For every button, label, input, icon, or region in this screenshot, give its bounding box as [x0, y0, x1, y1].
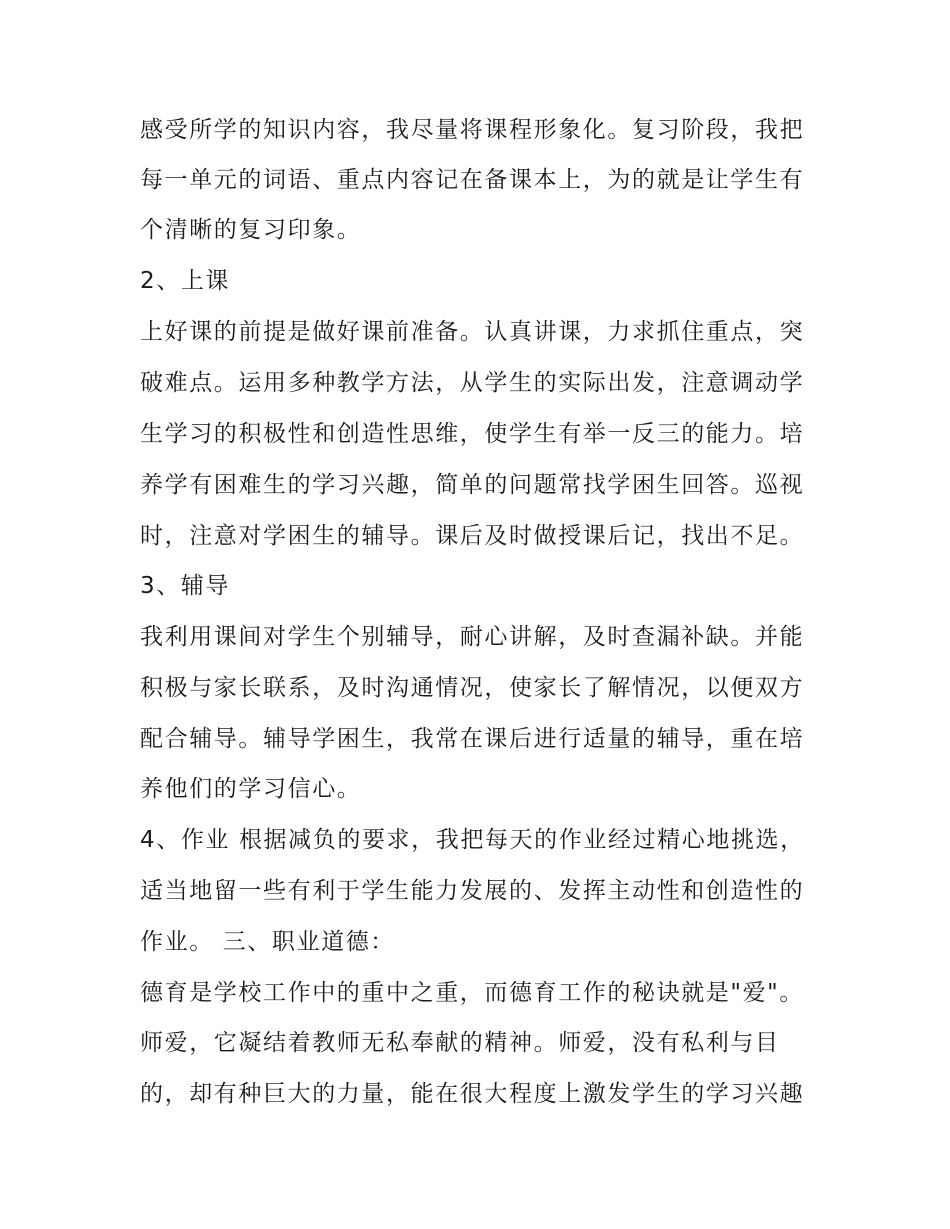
section-heading: 2、上课 [140, 268, 231, 294]
text-line: 我利用课间对学生个别辅导，耐心讲解，及时查漏补缺。并能 [140, 624, 805, 650]
text-line: 师爱，它凝结着教师无私奉献的精神。师爱，没有私利与目 [140, 1030, 780, 1056]
text-line: 每一单元的词语、重点内容记在备课本上，为的就是让学生有 [140, 167, 805, 193]
text-line: 配合辅导。辅导学困生，我常在课后进行适量的辅导，重在培 [140, 726, 805, 752]
text-line: 破难点。运用多种教学方法，从学生的实际出发，注意调动学 [140, 370, 805, 396]
text-line: 个清晰的复习印象。 [140, 217, 362, 243]
text-line: 积极与家长联系，及时沟通情况，使家长了解情况，以便双方 [140, 675, 805, 701]
text-line: 时，注意对学困生的辅导。课后及时做授课后记，找出不足。 [140, 523, 805, 549]
text-line: 养他们的学习信心。 [140, 776, 362, 802]
text-line: 上好课的前提是做好课前准备。认真讲课，力求抓住重点，突 [140, 319, 805, 345]
text-line: 适当地留一些有利于学生能力发展的、发挥主动性和创造性的 [140, 878, 805, 904]
text-line: 4、作业 根据减负的要求，我把每天的作业经过精心地挑选， [140, 827, 805, 853]
text-line: 感受所学的知识内容，我尽量将课程形象化。复习阶段，我把 [140, 117, 805, 143]
text-line: 德育是学校工作中的重中之重，而德育工作的秘诀就是"爱"。 [140, 980, 804, 1006]
text-line: 养学有困难生的学习兴趣，简单的问题常找学困生回答。巡视 [140, 472, 805, 498]
text-line: 的，却有种巨大的力量，能在很大程度上激发学生的学习兴趣 [140, 1081, 805, 1107]
section-heading: 3、辅导 [140, 573, 231, 599]
text-line: 生学习的积极性和创造性思维，使学生有举一反三的能力。培 [140, 421, 805, 447]
text-line: 作业。 三、职业道德： [140, 929, 395, 955]
